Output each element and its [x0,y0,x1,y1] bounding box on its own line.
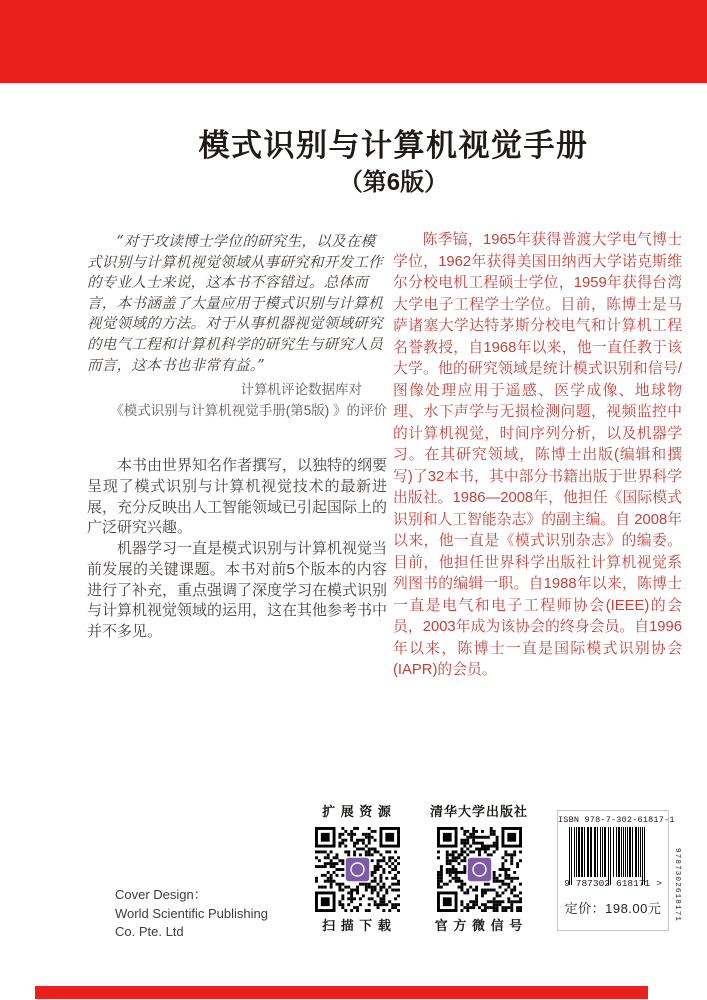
book-edition: （第6版） [338,169,449,196]
qr-resources-bottom-label: 扫 描 下 载 [322,918,392,933]
review-quote: “对于攻读博士学位的研究生，以及在模式识别与计算机视觉领域从事研究和开发工作的专业人士来说，这本书不容错过。总体而言，本书涵盖了大量应用于模式识别与计算机视觉领域的方法。对于从事机器视觉领域研究的电气工程和计算机科学的研究生与研究人员而言，这本书也非常有益。” [87,233,383,374]
vertical-isbn-digits: 9787302618171 [673,848,681,923]
qr-resources-top-label: 扩 展 资 源 [322,804,392,819]
cover-design-credit [115,886,268,942]
barcode-digits [558,879,668,889]
title-block [80,128,707,197]
qr-code-download-icon [315,827,400,912]
barcode-arrow: > [656,878,662,889]
barcode-digit-lead: 9 [564,878,570,889]
review-attribution-target: 《模式识别与计算机视觉手册(第5版) 》的评价 [110,403,387,418]
cover-design-line1: Cover Design： [115,887,207,902]
qr-wechat-bottom-label: 官 方 微 信 号 [434,918,524,933]
author-bio: 陈季镐，1965年获得普渡大学电气博士学位，1962年获得美国田纳西大学诺克斯维尔分校电机工程硕士学位，1959年获得台湾大学电子工程学士学位。目前，陈博士是马萨诸塞大学达特茅斯分校电气和计算机工程名誉教授，自1968年以来，他一直任教于该大学。他的研究领域是统计模式识别和信号/图像处理应用于遥感、医学成像、地球物理、水下声学与无损检测问题，视频监控中的计算机视觉，时间序列分析，以及机器学习。在其研究领域，陈博士出版(编辑和撰写)了32本书，其中部分书籍出版于世界科学出版社。1986—2008年，他担任《国际模式识别和人工智能杂志》的副主编。自 2008年以来，他一直是《模式识别杂志》的编委。目前，他担任世界科学出版社计算机视觉系列图书的编辑一职。自1988年以来，陈博士一直是电气和电子工程师协会(IEEE)的会员，2003年成为该协会的终身会员。自1996 年以来，陈博士一直是国际模式识别协会(IAPR)的会员。 [393,232,682,678]
qr-code-wechat-icon [437,827,522,912]
qr-block-resources [297,804,417,934]
isbn-barcode-box [557,810,675,931]
top-red-band [0,0,707,83]
barcode-digit-group2: 618171 [616,878,651,889]
review-attribution-source: 计算机评论数据库对 [240,382,362,397]
cover-design-line2: World Scientific Publishing [115,905,268,921]
left-column [87,232,387,662]
qr-wechat-top-label: 清华大学出版社 [429,804,528,819]
cover-design-line3: Co. Pte. Ltd [115,924,184,939]
barcode-digit-group1: 787302 [575,878,610,889]
qr-block-wechat [419,804,539,934]
description-paragraph-1: 本书由世界知名作者撰写，以独特的纲要呈现了模式识别与计算机视觉技术的最新进展，充分反映出人工智能领域已引起国际上的广泛研究兴趣。 [87,457,388,537]
book-title: 模式识别与计算机视觉手册 [198,128,589,163]
bottom-red-bar [35,986,648,999]
price-label: 定价：198.00元 [564,901,662,916]
isbn-number: ISBN 978-7-302-61817-1 [558,815,675,825]
description-paragraph-2: 机器学习一直是模式识别与计算机视觉当前发展的关键课题。本书对前5个版本的内容进行了补充，重点强调了深度学习在模式识别与计算机视觉领域的运用，这在其他参考书中并不多见。 [87,540,388,641]
review-attribution [87,379,387,421]
